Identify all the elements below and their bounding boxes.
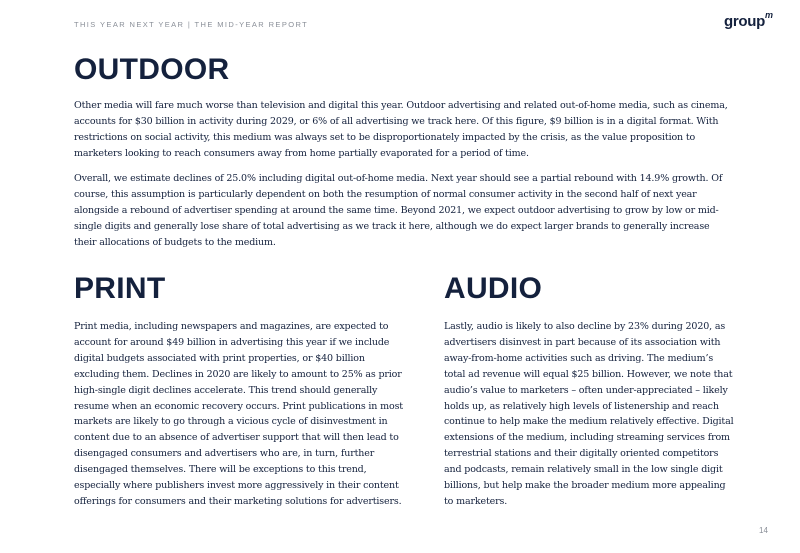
audio-section-title: AUDIO	[444, 272, 543, 305]
groupm-logo	[724, 12, 773, 30]
outdoor-paragraph-2: Overall, we estimate declines of 25.0% including digital out-of-home media. Next year should see a partial rebound with 14.9% growth. Of course, this assumption is particularly dependent on both the resumption of normal consumer activity in the second half of next year alongside a rebound of advertiser spending at around the same time. Beyond 2021, we expect outdoor advertising to grow by low or mid-single digits and generally lose share of total advertising as we track it here, although we do expect larger brands to generally increase their allocations of budgets to the medium.	[74, 173, 723, 248]
logo-suffix: m	[765, 10, 773, 20]
audio-paragraph: Lastly, audio is likely to also decline by 23% during 2020, as advertisers disinvest in part because of its association with away-from-home activities such as driving. The medium’s total ad revenue will equal $25 billion. However, we note that audio’s value to marketers – often under-appreciated – likely holds up, as relatively high levels of listenership and reach continue to help make the medium relatively effective. Digital extensions of the medium, including streaming services from terrestrial stations and their digitally oriented competitors and podcasts, remain relatively small in the low single digit billions, but help make the broader medium more appealing to marketers.	[444, 321, 734, 507]
outdoor-section-title: OUTDOOR	[74, 53, 230, 86]
outdoor-paragraph-1: Other media will fare much worse than television and digital this year. Outdoor advertising and related out-of-home media, such as cinema, accounts for $30 billion in activity during 2029, or 6% of all advertising we track here. Of this figure, $9 billion is in a digital format. With restrictions on social activity, this medium was always set to be disproportionately impacted by the crisis, as the value proposition to marketers looking to reach consumers away from home partially evaporated for a period of time.	[74, 100, 728, 159]
print-paragraph: Print media, including newspapers and magazines, are expected to account for around $49 billion in advertising this year if we include digital budgets associated with print properties, or $40 billion excluding them. Declines in 2020 are likely to amount to 25% as prior high-single digit declines accelerate. This trend should generally resume when an economic recovery occurs. Print publications in most markets are likely to go through a vicious cycle of disinvestment in content due to an absence of advertiser support that will then lead to disengaged consumers and advertisers who are, in turn, further disengaged themselves. There will be exceptions to this trend, especially where publishers invest more aggressively in their content offerings for consumers and their marketing solutions for advertisers.	[74, 321, 403, 507]
print-section-title: PRINT	[74, 272, 166, 305]
page-number: 14	[759, 526, 768, 535]
logo-text: group	[724, 13, 765, 30]
report-header-label: THIS YEAR NEXT YEAR | THE MID-YEAR REPORT	[74, 20, 309, 29]
